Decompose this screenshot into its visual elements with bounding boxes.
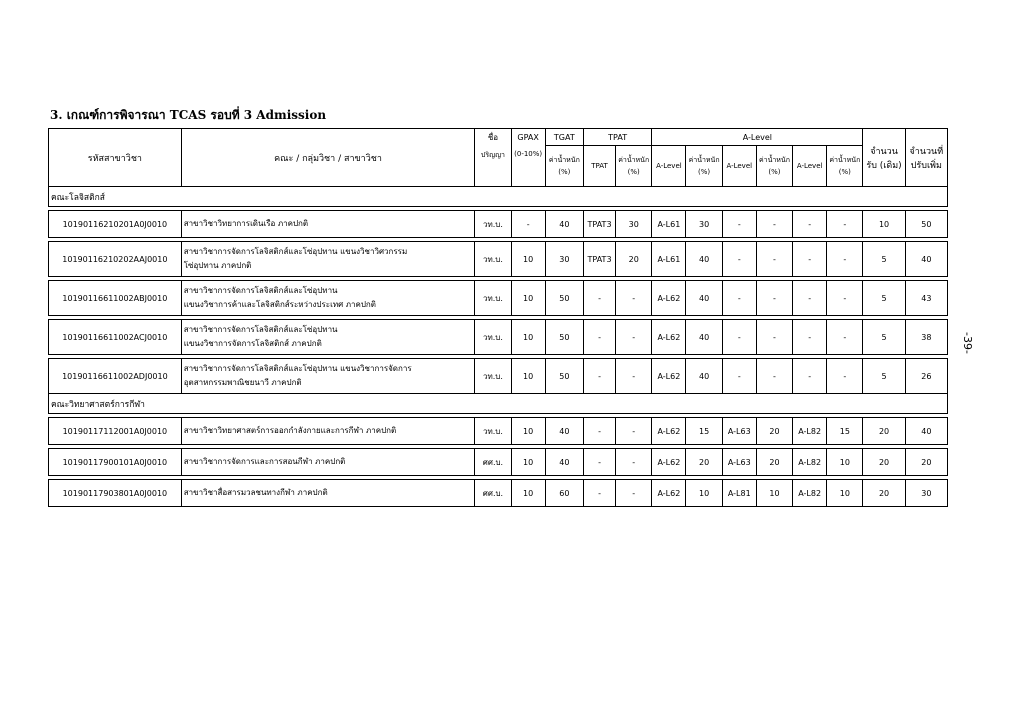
cell-a2w: 20 — [756, 449, 792, 476]
cell-tpat-w: - — [616, 359, 652, 394]
cell-a1: A-L62 — [652, 281, 686, 316]
cell-a1w: 40 — [686, 281, 722, 316]
header-tgat: TGAT — [545, 129, 583, 146]
header-added: จำนวนที่ ปรับเพิ่ม — [905, 129, 947, 187]
faculty-name: คณะโลจิสติกส์ — [49, 187, 948, 207]
program-code: 10190116611002ABJ0010 — [49, 281, 182, 316]
cell-seats: 5 — [863, 281, 905, 316]
header-alevel-weight-1: ค่าน้ำหนัก — [686, 146, 722, 168]
cell-a3: A-L82 — [793, 418, 827, 445]
header-tpat-weight: ค่าน้ำหนัก — [616, 146, 652, 168]
cell-tgat: 40 — [545, 418, 583, 445]
table-row — [49, 211, 948, 238]
cell-a3w: - — [827, 242, 863, 277]
header-alevel-percent-2: (%) — [756, 167, 792, 187]
cell-degree: วท.บ. — [475, 418, 511, 445]
faculty-row — [49, 187, 948, 207]
program-name — [181, 449, 475, 476]
cell-a3: - — [793, 320, 827, 355]
cell-a3: - — [793, 359, 827, 394]
cell-added: 43 — [905, 281, 947, 316]
program-code: 10190117903801A0J0010 — [49, 480, 182, 507]
page-number: -39- — [961, 332, 974, 354]
header-gpax: GPAX — [511, 129, 545, 146]
cell-a3: - — [793, 281, 827, 316]
cell-gpax: 10 — [511, 242, 545, 277]
cell-gpax: 10 — [511, 359, 545, 394]
cell-gpax: 10 — [511, 449, 545, 476]
cell-added: 38 — [905, 320, 947, 355]
cell-gpax: - — [511, 211, 545, 238]
program-code: 10190116210202AAJ0010 — [49, 242, 182, 277]
cell-a1: A-L61 — [652, 211, 686, 238]
cell-seats: 20 — [863, 418, 905, 445]
header-alevel-col-3: A-Level — [793, 146, 827, 187]
header-tgat-weight: ค่าน้ำหนัก — [545, 146, 583, 168]
table-row — [49, 242, 948, 277]
cell-a3w: - — [827, 211, 863, 238]
header-alevel-col-2: A-Level — [722, 146, 756, 187]
table-row — [49, 480, 948, 507]
header-alevel-col-1: A-Level — [652, 146, 686, 187]
cell-degree: วท.บ. — [475, 320, 511, 355]
cell-seats: 5 — [863, 242, 905, 277]
cell-seats: 20 — [863, 480, 905, 507]
program-name-line: สาขาวิชาการจัดการและการสอนกีฬา ภาคปกติ — [183, 457, 346, 466]
header-tgat-percent: (%) — [545, 167, 583, 187]
program-name — [181, 281, 475, 316]
cell-a2w: - — [756, 281, 792, 316]
header-alevel-percent-1: (%) — [686, 167, 722, 187]
cell-added: 30 — [905, 480, 947, 507]
cell-degree: วท.บ. — [475, 281, 511, 316]
cell-added: 50 — [905, 211, 947, 238]
cell-seats: 5 — [863, 359, 905, 394]
cell-a3w: - — [827, 320, 863, 355]
cell-tpat-w: - — [616, 320, 652, 355]
cell-tpat-w: - — [616, 480, 652, 507]
cell-tgat: 30 — [545, 242, 583, 277]
cell-a2: - — [722, 359, 756, 394]
cell-tgat: 50 — [545, 320, 583, 355]
faculty-row — [49, 394, 948, 414]
cell-tpat: TPAT3 — [583, 242, 615, 277]
program-name-line: สาขาวิชาการจัดการโลจิสติกส์และโซ่อุปทาน แขนงวิชาวิศวกรรม — [183, 247, 408, 256]
program-name-line: สาขาวิชาวิทยาศาสตร์การออกกำลังกายและการกีฬา ภาคปกติ — [183, 426, 397, 435]
section-heading: 3. เกณฑ์การพิจารณา TCAS รอบที่ 3 Admission — [50, 108, 327, 122]
program-name — [181, 480, 475, 507]
program-name — [181, 242, 475, 277]
cell-a1: A-L62 — [652, 320, 686, 355]
header-alevel-weight-3: ค่าน้ำหนัก — [827, 146, 863, 168]
cell-degree: วท.บ. — [475, 211, 511, 238]
cell-tpat: - — [583, 480, 615, 507]
cell-seats: 20 — [863, 449, 905, 476]
cell-gpax: 10 — [511, 480, 545, 507]
cell-tpat: - — [583, 418, 615, 445]
cell-degree: วท.บ. — [475, 359, 511, 394]
program-name-line: สาขาวิชาการจัดการโลจิสติกส์และโซ่อุปทาน — [183, 286, 338, 295]
program-code: 10190117112001A0J0010 — [49, 418, 182, 445]
cell-added: 26 — [905, 359, 947, 394]
cell-tgat: 40 — [545, 449, 583, 476]
program-name-line: อุตสาหกรรมพาณิชยนาวี ภาคปกติ — [183, 378, 302, 387]
cell-gpax: 10 — [511, 281, 545, 316]
cell-a2w: - — [756, 320, 792, 355]
header-seats: จำนวน รับ (เดิม) — [863, 129, 905, 187]
cell-tpat-w: 30 — [616, 211, 652, 238]
program-name-line: แขนงวิชาการค้าและโลจิสติกส์ระหว่างประเทศ ภาคปกติ — [183, 300, 376, 309]
admission-criteria-table — [48, 128, 948, 507]
table-row — [49, 359, 948, 394]
header-degree-bottom: ปริญญา — [475, 146, 511, 187]
cell-a3w: - — [827, 281, 863, 316]
program-code: 10190116611002ACJ0010 — [49, 320, 182, 355]
cell-tpat-w: - — [616, 281, 652, 316]
cell-a1: A-L62 — [652, 359, 686, 394]
cell-a2: - — [722, 242, 756, 277]
program-name-line: แขนงวิชาการจัดการโลจิสติกส์ ภาคปกติ — [183, 339, 322, 348]
cell-a2: - — [722, 211, 756, 238]
header-gpax-range: (0-10%) — [511, 146, 545, 187]
header-tpat: TPAT — [583, 129, 651, 146]
header-alevel: A-Level — [652, 129, 863, 146]
header-row-1 — [49, 129, 948, 146]
header-faculty: คณะ / กลุ่มวิชา / สาขาวิชา — [181, 129, 475, 187]
cell-tpat-w: - — [616, 449, 652, 476]
cell-tgat: 50 — [545, 281, 583, 316]
cell-a3: A-L82 — [793, 480, 827, 507]
header-alevel-percent-3: (%) — [827, 167, 863, 187]
cell-degree: ศศ.บ. — [475, 449, 511, 476]
header-tpat-col: TPAT — [583, 146, 615, 187]
cell-a1: A-L61 — [652, 242, 686, 277]
cell-gpax: 10 — [511, 320, 545, 355]
program-name — [181, 320, 475, 355]
header-tpat-percent: (%) — [616, 167, 652, 187]
cell-a1: A-L62 — [652, 480, 686, 507]
cell-a2w: - — [756, 242, 792, 277]
program-code: 10190116210201A0J0010 — [49, 211, 182, 238]
cell-a1w: 40 — [686, 359, 722, 394]
cell-tpat-w: 20 — [616, 242, 652, 277]
program-code: 10190116611002ADJ0010 — [49, 359, 182, 394]
cell-tpat: TPAT3 — [583, 211, 615, 238]
program-name-line: สาขาวิชาการจัดการโลจิสติกส์และโซ่อุปทาน แขนงวิชาการจัดการ — [183, 364, 412, 373]
cell-a3w: 15 — [827, 418, 863, 445]
cell-tgat: 50 — [545, 359, 583, 394]
cell-tpat: - — [583, 449, 615, 476]
header-alevel-weight-2: ค่าน้ำหนัก — [756, 146, 792, 168]
cell-a2w: 10 — [756, 480, 792, 507]
cell-a1w: 10 — [686, 480, 722, 507]
cell-a2w: - — [756, 211, 792, 238]
cell-tpat-w: - — [616, 418, 652, 445]
program-name-line: สาขาวิชาการจัดการโลจิสติกส์และโซ่อุปทาน — [183, 325, 338, 334]
cell-a1: A-L62 — [652, 449, 686, 476]
cell-a3w: 10 — [827, 480, 863, 507]
cell-seats: 10 — [863, 211, 905, 238]
header-degree-top: ชื่อ — [475, 129, 511, 146]
program-name-line: โซ่อุปทาน ภาคปกติ — [183, 261, 252, 270]
cell-a2w: 20 — [756, 418, 792, 445]
header-code: รหัสสาขาวิชา — [49, 129, 182, 187]
table-row — [49, 418, 948, 445]
cell-a1w: 40 — [686, 320, 722, 355]
cell-added: 20 — [905, 449, 947, 476]
cell-gpax: 10 — [511, 418, 545, 445]
cell-a1w: 30 — [686, 211, 722, 238]
cell-a3: - — [793, 242, 827, 277]
program-code: 10190117900101A0J0010 — [49, 449, 182, 476]
table-row — [49, 320, 948, 355]
cell-a2w: - — [756, 359, 792, 394]
table-row — [49, 449, 948, 476]
cell-a3: - — [793, 211, 827, 238]
cell-degree: ศศ.บ. — [475, 480, 511, 507]
cell-a1: A-L62 — [652, 418, 686, 445]
cell-tpat: - — [583, 281, 615, 316]
cell-degree: วท.บ. — [475, 242, 511, 277]
cell-tgat: 40 — [545, 211, 583, 238]
cell-a2: A-L63 — [722, 418, 756, 445]
program-name-line: สาขาวิชาวิทยาการเดินเรือ ภาคปกติ — [183, 219, 309, 228]
cell-a2: - — [722, 320, 756, 355]
cell-a2: A-L63 — [722, 449, 756, 476]
cell-a2: A-L81 — [722, 480, 756, 507]
table-row — [49, 281, 948, 316]
cell-a1w: 15 — [686, 418, 722, 445]
faculty-name: คณะวิทยาศาสตร์การกีฬา — [49, 394, 948, 414]
program-name-line: สาขาวิชาสื่อสารมวลชนทางกีฬา ภาคปกติ — [183, 488, 328, 497]
cell-a3w: - — [827, 359, 863, 394]
program-name — [181, 211, 475, 238]
cell-tpat: - — [583, 359, 615, 394]
cell-tgat: 60 — [545, 480, 583, 507]
cell-a2: - — [722, 281, 756, 316]
cell-seats: 5 — [863, 320, 905, 355]
cell-added: 40 — [905, 242, 947, 277]
cell-a3w: 10 — [827, 449, 863, 476]
cell-added: 40 — [905, 418, 947, 445]
cell-a1w: 40 — [686, 242, 722, 277]
cell-a1w: 20 — [686, 449, 722, 476]
program-name — [181, 418, 475, 445]
program-name — [181, 359, 475, 394]
cell-tpat: - — [583, 320, 615, 355]
cell-a3: A-L82 — [793, 449, 827, 476]
